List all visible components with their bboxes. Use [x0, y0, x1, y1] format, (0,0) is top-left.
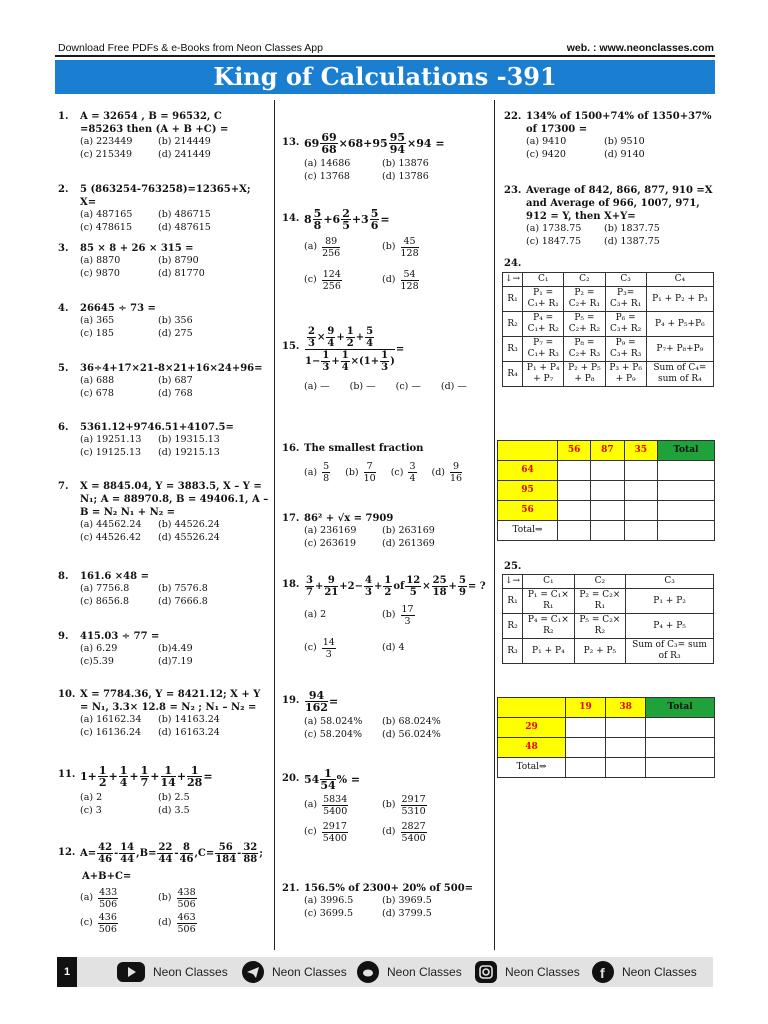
table-row: R₁ P₁ = C₁+ R₁ P₂ = C₂+ R₁ P₃= C₃+ R₁ P₁ + P₂ + P₃ [503, 287, 714, 312]
question-7: 7. X = 8845.04, Y = 3883.5, X – Y = N₁; A = 88970.8, B = 49406.1, A – B = N₂ N₁ + N₂ = (a) 44562.24 (b) 44526.24 (c) 44526.42 (d) 45526.24 [58, 481, 269, 543]
facebook-icon [592, 961, 614, 983]
table-row: R₂ P₄ = C₁× R₂ P₅ = C₂× R₂ P₄ + P₅ [503, 614, 714, 639]
question-23: 23. Average of 842, 866, 877, 910 =X and Average of 966, 1007, 971, 912 = Y, then X+Y= (a) 1738.75 (b) 1837.75 (c) 1847.75 (d) 1387.75 [504, 185, 713, 247]
header-website[interactable]: web. : www.neonclasses.com [566, 42, 714, 54]
question-1: 1. A = 32654 , B = 96532, C =85263 then (A + B +C) = (a) 223449 (b) 214449 (c) 215349 (d) 241449 [58, 111, 229, 160]
telegram-icon [242, 961, 264, 983]
table-row: R₂ P₄ = C₁+ R₂ P₅ = C₂+ R₂ P₆ = C₃+ R₂ P₄ + P₅+P₆ [503, 312, 714, 337]
question-18: 18. $\frac{3}{7}$ + $\frac{9}{21}$ +2− $\frac{4}{3}$ + $\frac{1}{2}$ of $\frac{12}{5}$ × $\frac{25}{18}$ + $\frac{5}{9}$ = ? (a) 2 (b) $\frac{17}{3}$ (c) $\frac{14}{3}$ (d) 4 [282, 570, 494, 660]
question-2: 2. 5 (863254-763258)=12365+X; X= (a) 487165 (b) 486715 (c) 478615 (d) 487615 [58, 184, 251, 233]
table-row: 95 [498, 481, 715, 501]
header-promo: Download Free PDFs & e-Books from Neon Classes App [58, 42, 323, 54]
table-row: R₃ P₇ = C₁+ R₃ P₈ = C₂+ R₃ P₉ = C₃+ R₃ P₇+ P₈+P₉ [503, 337, 714, 362]
youtube-icon [117, 962, 145, 982]
expression: 54 $\frac{1}{54}$ % = [304, 766, 361, 792]
question-3: 3. 85 × 8 + 26 × 315 = (a) 8870 (b) 8790 (c) 9870 (d) 81770 [58, 243, 205, 279]
table-24-grid [497, 440, 715, 541]
footer [57, 957, 713, 987]
instagram-icon [475, 961, 497, 983]
table-25-grid [497, 697, 715, 778]
expression: 69 $\frac{69}{68}$ ×68+95 $\frac{95}{94}$ ×94 = [304, 130, 445, 156]
expression: $\frac{94}{162}$ = [305, 688, 339, 714]
question-6: 6. 5361.12+9746.51+4107.5= (a) 19251.13 (b) 19315.13 (c) 19125.13 (d) 19215.13 [58, 422, 234, 458]
expression: $\frac{3}{7}$ + $\frac{9}{21}$ +2− $\frac{4}{3}$ + $\frac{1}{2}$ of $\frac{12}{5}$ × $\frac{25}{18}$ + $\frac{5}{9}$ = ? [306, 574, 486, 598]
question-5: 5. 36÷4+17×21-8×21+16×24+96= (a) 688 (b) 687 (c) 678 (d) 768 [58, 363, 263, 399]
table-row: ↓→ C₁ C₂ C₃ [503, 575, 714, 589]
question-13: 13. 69 $\frac{69}{68}$ ×68+95 $\frac{95}{94}$ ×94 = (a) 14686 (b) 13876 (c) 13768 (d) 13786 [282, 128, 487, 183]
question-20: 20. 54 $\frac{1}{54}$ % = (a) $\frac{5834}{5400}$ (b) $\frac{2917}{5310}$ (c) $\frac{2917}{5400}$ (d) $\frac{2827}{5400}$ [282, 764, 487, 844]
expression: A= $\frac{42}{46}$ - $\frac{14}{44}$ ,B= $\frac{22}{44}$ - $\frac{8}{46}$ ,C= $\frac{56}{184}$ - $\frac{32}{88}$ ; [80, 841, 263, 865]
table-row: 29 [498, 718, 715, 738]
svg-text:f: f [600, 965, 605, 981]
youtube-link[interactable]: Neon Classes [117, 957, 228, 987]
expression: $\frac{2}{3}$ × $\frac{9}{4}$ + $\frac{1}{2}$ + $\frac{5}{4}$ 1− $\frac{1}{3}$ + $\frac{1}{4}$ ×(1+ $\frac{1}{3}$ ) = [305, 325, 405, 373]
question-17: 17. 86² + √x = 7909 (a) 236169 (b) 263169 (c) 263619 (d) 261369 [282, 513, 435, 549]
table-row: Total⇒ [498, 758, 715, 778]
question-12: 12. A= $\frac{42}{46}$ - $\frac{14}{44}$ ,B= $\frac{22}{44}$ - $\frac{8}{46}$ ,C= $\frac{56}{184}$ - $\frac{32}{88}$ ; A+B+C= (a) $\frac{433}{506}$ (b) $\frac{438}{506}$ (c) $\frac{436}{506}$ (d) $\frac{463}{506}$ [58, 838, 272, 935]
table-row: Total⇒ [498, 521, 715, 541]
page-number: 1 [57, 957, 77, 987]
table-row: R₄ P₁ + P₄ + P₇ P₂ + P₅ + P₈ P₃ + P₆ + P₉ Sum of C₄= sum of R₄ [503, 362, 714, 387]
expression: 1+ $\frac{1}{2}$ + $\frac{1}{4}$ + $\frac{1}{7}$ + $\frac{1}{14}$ + $\frac{1}{28}$ = [80, 763, 213, 789]
telegram-link[interactable]: Neon Classes [242, 957, 347, 987]
facebook-link[interactable]: f Neon Classes [592, 957, 697, 987]
twitter-icon [357, 961, 379, 983]
question-16: 16. The smallest fraction (a) $\frac{5}{8}$ (b) $\frac{7}{10}$ (c) $\frac{3}{4}$ (d) $\frac{9}{16}$ [282, 443, 463, 484]
table-24-formula [502, 272, 714, 387]
question-15: 15. $\frac{2}{3}$ × $\frac{9}{4}$ + $\frac{1}{2}$ + $\frac{5}{4}$ 1− $\frac{1}{3}$ + $\frac{1}{4}$ ×(1+ $\frac{1}{3}$ ) = (a) — (b) — (c) — (d) — [282, 318, 487, 393]
header-rule [55, 55, 715, 57]
table-row: 64 [498, 461, 715, 481]
question-10: 10. X = 7784.36, Y = 8421.12; X + Y = N₁, 3.3× 12.8 = N₂ ; N₁ – N₂ = (a) 16162.34 (b) 14163.24 (c) 16136.24 (d) 16163.24 [58, 689, 261, 738]
table-row: R₁ P₁ = C₁× R₁ P₂ = C₂× R₁ P₁ + P₂ [503, 589, 714, 614]
question-11: 11. 1+ $\frac{1}{2}$ + $\frac{1}{4}$ + $\frac{1}{7}$ + $\frac{1}{14}$ + $\frac{1}{28}$ = (a) 2 (b) 2.5 (c) 3 (d) 3.5 [58, 760, 268, 817]
page-title: King of Calculations -391 [55, 60, 715, 94]
column-divider [494, 100, 495, 950]
table-row: ↓→ C₁ C₂ C₃ C₄ [503, 273, 714, 287]
twitter-link[interactable]: Neon Classes [357, 957, 462, 987]
table-row: R₃ P₁ + P₄ P₂ + P₅ Sum of C₃= sum of R₃ [503, 639, 714, 664]
column-divider [274, 100, 275, 950]
question-8: 8. 161.6 ×48 = (a) 7756.8 (b) 7576.8 (c) 8656.8 (d) 7666.8 [58, 571, 208, 607]
question-9: 9. 415.03 ÷ 77 = (a) 6.29 (b)4.49 (c)5.39 (d)7.19 [58, 631, 193, 667]
question-19: 19. $\frac{94}{162}$ = (a) 58.024% (b) 68.024% (c) 58.204% (d) 56.024% [282, 686, 487, 741]
table-25-formula [502, 574, 714, 664]
question-22: 22. 134% of 1500+74% of 1350+37% of 17300 = (a) 9410 (b) 9510 (c) 9420 (d) 9140 [504, 111, 712, 160]
question-4: 4. 26645 ÷ 73 = (a) 365 (b) 356 (c) 185 (d) 275 [58, 303, 193, 339]
table-row: 19 38 Total [498, 698, 715, 718]
question-21: 21. 156.5% of 2300+ 20% of 500= (a) 3996.5 (b) 3969.5 (c) 3699.5 (d) 3799.5 [282, 883, 474, 919]
instagram-link[interactable]: Neon Classes [475, 957, 580, 987]
table-row: 56 87 35 Total [498, 441, 715, 461]
expression: 8 $\frac{5}{8}$ +6 $\frac{2}{5}$ +3 $\frac{5}{6}$ = [304, 206, 390, 232]
question-14: 14. 8 $\frac{5}{8}$ +6 $\frac{2}{5}$ +3 $\frac{5}{6}$ = (a) $\frac{89}{256}$ (b) $\frac{45}{128}$ (c) $\frac{124}{256}$ (d) $\frac{54}{128}$ [282, 204, 487, 292]
table-row: 56 [498, 501, 715, 521]
table-row: 48 [498, 738, 715, 758]
